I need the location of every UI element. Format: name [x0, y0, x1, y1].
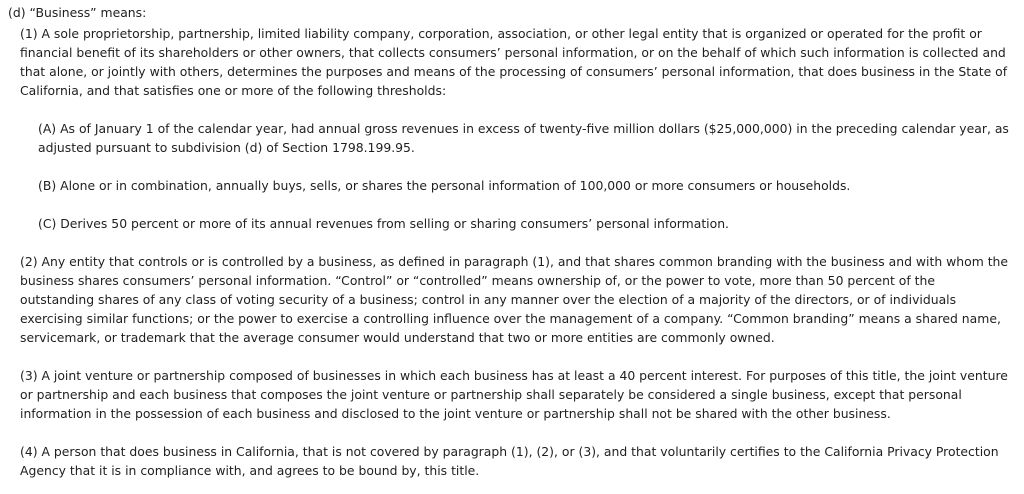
paragraph-4: (4) A person that does business in California, that is not covered by paragraph (1), (2), or (3), and that voluntarily certifies to the California Privacy Protection Agency that it is in compliance with, and agrees to be bound by, this title. [20, 444, 999, 478]
subparagraph-c: (C) Derives 50 percent or more of its annual revenues from selling or sharing consumers’ personal information. [38, 216, 730, 231]
paragraph-1: (1) A sole proprietorship, partnership, limited liability company, corporation, association, or other legal entity that is organized or operated for the profit or financial benefit of its shareholders or other owners, that collects consumers’ personal information, or on the behalf of which such information is collected and that alone, or jointly with others, determines the purposes and means of the processing of consumers’ personal information, that does business in the State of California, and that satisfies one or more of the following thresholds: [20, 26, 1008, 98]
subparagraph-b: (B) Alone or in combination, annually buys, sells, or shares the personal information of 100,000 or more consumers or households. [38, 178, 851, 193]
section-heading: (d) “Business” means: [8, 5, 147, 20]
paragraph-2: (2) Any entity that controls or is controlled by a business, as defined in paragraph (1), and that shares common branding with the business and with whom the business shares consumers’ personal information. “Control” or “controlled” means ownership of, or the power to vote, more than 50 percent of the outstanding shares of any class of voting security of a business; control in any manner over the election of a majority of the directors, or of individuals exercising similar functions; or the power to exercise a controlling influence over the management of a company. “Common branding” means a shared name, servicemark, or trademark that the average consumer would understand that two or more entities are commonly owned. [20, 254, 1009, 345]
paragraph-3: (3) A joint venture or partnership composed of businesses in which each business has at least a 40 percent interest. For purposes of this title, the joint venture or partnership and each business that composes the joint venture or partnership shall separately be considered a single business, except that personal information in the possession of each business and disclosed to the joint venture or partnership shall not be shared with the other business. [20, 368, 1008, 421]
subparagraph-a: (A) As of January 1 of the calendar year, had annual gross revenues in excess of twenty-five million dollars ($25,000,000) in the preceding calendar year, as adjusted pursuant to subdivision (d) of Section 1798.199.95. [38, 121, 1009, 155]
